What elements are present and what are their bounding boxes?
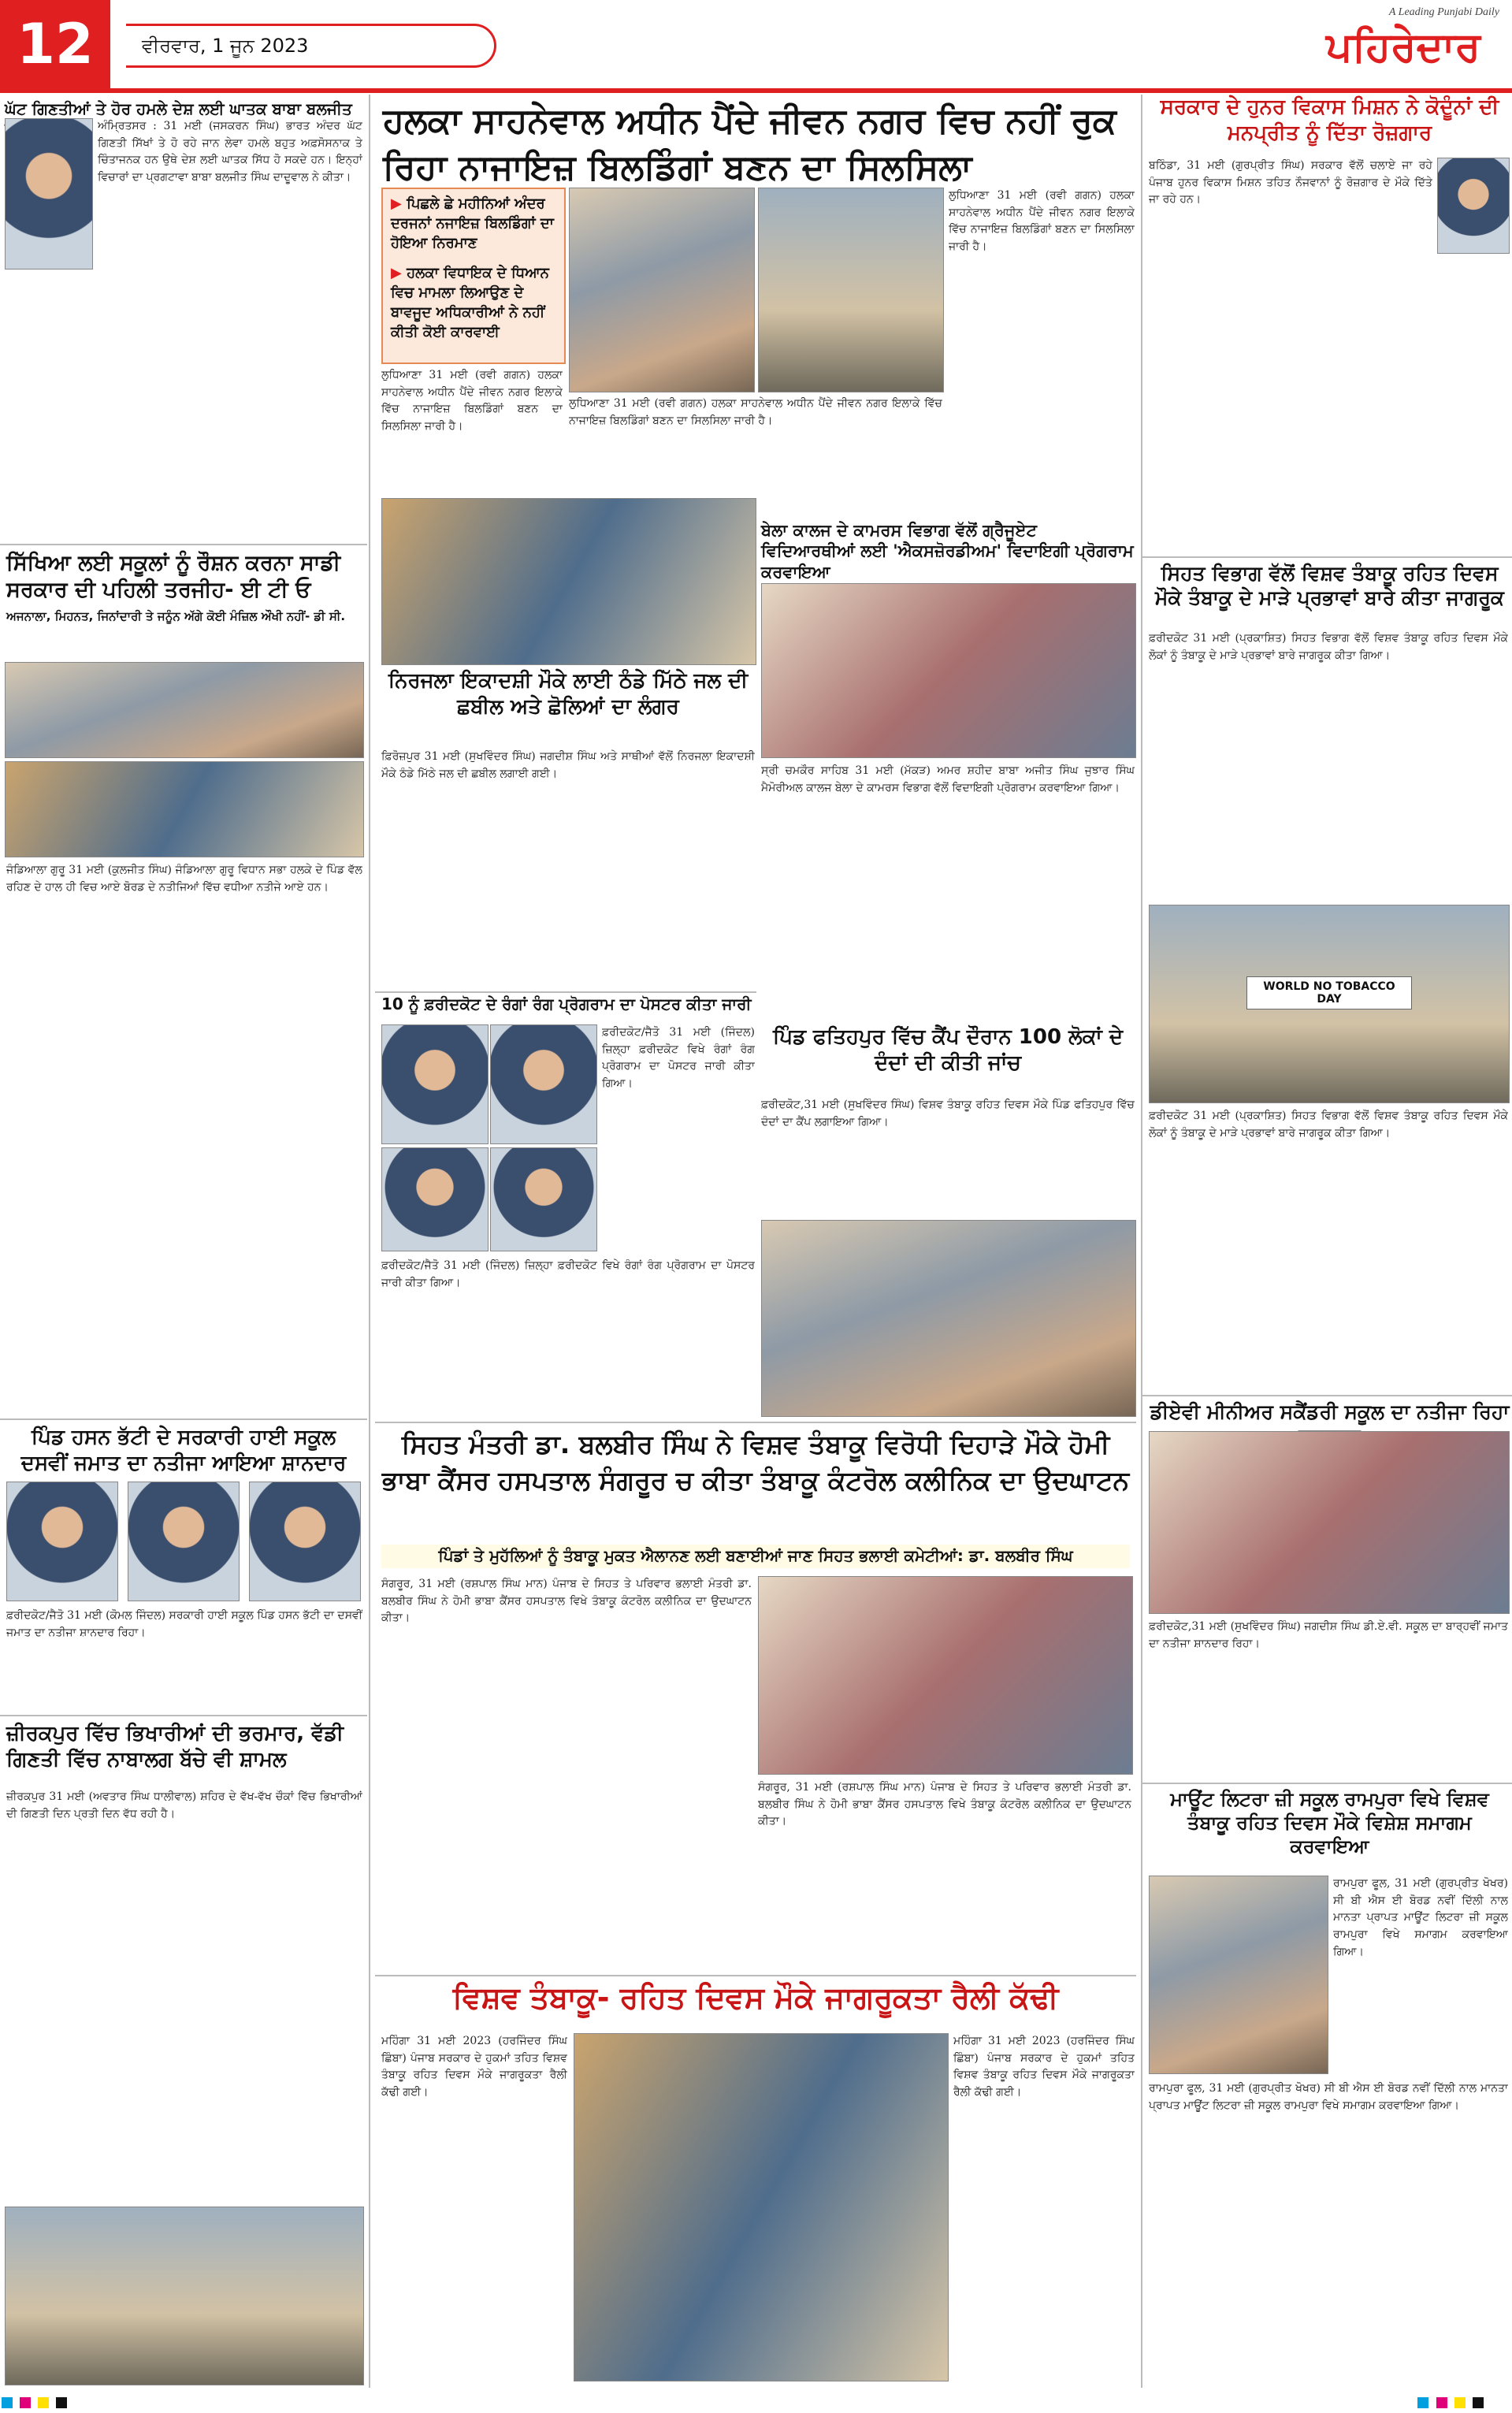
article-a3 [1147,95,1512,146]
yellow-mark [1454,2397,1466,2408]
rally-photo [574,2033,949,2381]
article-body: ਸੰਗਰੂਰ, 31 ਮਈ (ਰਸ਼ਪਾਲ ਸਿੰਘ ਮਾਨ) ਪੰਜਾਬ ਦੇ ਸਿਹਤ ਤੇ ਪਰਿਵਾਰ ਭਲਾਈ ਮੰਤਰੀ ਡਾ. ਬਲਬੀਰ ਸਿੰਘ ਨੇ ਹੋਮੀ ਭਾਬਾ ਕੈਂਸਰ ਹਸਪਤਾਲ ਵਿਖੇ ਤੰਬਾਕੂ ਕੰਟਰੋਲ ਕਲੀਨਿਕ ਦਾ ਉਦਘਾਟਨ ਕੀਤਾ। [381,1578,752,1625]
article-body: ਰਾਮਪੁਰਾ ਫੂਲ, 31 ਮਈ (ਗੁਰਪ੍ਰੀਤ ਖੋਖਰ) ਸੀ ਬੀ ਐਸ ਈ ਬੋਰਡ ਨਵੀਂ ਦਿੱਲੀ ਨਾਲ ਮਾਨਤਾ ਪ੍ਰਾਪਤ ਮਾਊਂਟ ਲਿਟਰਾ ਜ਼ੀ ਸਕੂਲ ਰਾਮਪੁਰਾ ਵਿਖੇ ਸਮਾਗਮ ਕਰਵਾਇਆ ਗਿਆ। [1149,2082,1508,2112]
section-divider [375,1975,1136,1976]
article-body: ਸੰਗਰੂਰ, 31 ਮਈ (ਰਸ਼ਪਾਲ ਸਿੰਘ ਮਾਨ) ਪੰਜਾਬ ਦੇ ਸਿਹਤ ਤੇ ਪਰਿਵਾਰ ਭਲਾਈ ਮੰਤਰੀ ਡਾ. ਬਲਬੀਰ ਸਿੰਘ ਨੇ ਹੋਮੀ ਭਾਬਾ ਕੈਂਸਰ ਹਸਪਤਾਲ ਵਿਖੇ ਤੰਬਾਕੂ ਕੰਟਰੋਲ ਕਲੀਨਿਕ ਦਾ ਉਦਘਾਟਨ ਕੀਤਾ। [758,1781,1131,1828]
headline: ਡੀਏਵੀ ਮੀਨੀਅਰ ਸਕੈਂਡਰੀ ਸਕੂਲ ਦਾ ਨਤੀਜਾ ਰਿਹਾ [1150,1400,1510,1423]
camp-photo [761,1220,1136,1417]
student-photo [128,1482,240,1601]
article-body: ਫ਼ਰੀਦਕੋਟ/ਜੈਤੋ 31 ਮਈ (ਕੋਮਲ ਜਿੰਦਲ) ਸਰਕਾਰੀ ਹਾਈ ਸਕੂਲ ਪਿੰਡ ਹਸਨ ਭੱਟੀ ਦਾ ਦਸਵੀਂ ਜਮਾਤ ਦਾ ਨਤੀਜਾ ਸ਼ਾਨਦਾਰ ਰਿਹਾ। [6,1609,362,1639]
cyan-mark [2,2397,13,2408]
article-body: ਲੁਧਿਆਣਾ 31 ਮਈ (ਰਵੀ ਗਗਨ) ਹਲਕਾ ਸਾਹਨੇਵਾਲ ਅਧੀਨ ਪੈਂਦੇ ਜੀਵਨ ਨਗਰ ਇਲਾਕੇ ਵਿੱਚ ਨਾਜਾਇਜ਼ ਬਿਲਡਿੰਗਾਂ ਬਣਨ ਦਾ ਸਿਲਸਿਲਾ ਜਾਰੀ ਹੈ। [949,189,1135,254]
building-photo [569,188,755,392]
article-a8 [381,995,755,1014]
student-photo [249,1482,361,1601]
article-a11 [375,1426,1136,1499]
article-body: ਜੰਡਿਆਲਾ ਗੁਰੂ 31 ਮਈ (ਕੁਲਜੀਤ ਸਿੰਘ) ਜੰਡਿਆਲਾ ਗੁਰੂ ਵਿਧਾਨ ਸਭਾ ਹਲਕੇ ਦੇ ਪਿੰਡ ਵੱਲ ਰਹਿਣ ਦੇ ਹਾਲ ਹੀ ਵਿਚ ਆਏ ਬੋਰਡ ਦੇ ਨਤੀਜਿਆਂ ਵਿੱਚ ਵਧੀਆ ਨਤੀਜੇ ਆਏ ਹਨ। [6,864,362,894]
subheadline: ਪਿੰਡਾਂ ਤੇ ਮੁਹੱਲਿਆਂ ਨੂੰ ਤੰਬਾਕੂ ਮੁਕਤ ਐਲਾਨਣ ਲਈ ਬਣਾਈਆਂ ਜਾਣ ਸਿਹਤ ਭਲਾਈ ਕਮੇਟੀਆਂ: ਡਾ. ਬਲਬੀਰ ਸਿੰਘ [381,1545,1130,1568]
article-a9 [761,1024,1135,1076]
page-number: 12 [0,0,110,88]
headline: ਸਿਹਤ ਮੰਤਰੀ ਡਾ. ਬਲਬੀਰ ਸਿੰਘ ਨੇ ਵਿਸ਼ਵ ਤੰਬਾਕੂ ਵਿਰੋਧੀ ਦਿਹਾੜੇ ਮੌਕੇ ਹੋਮੀ ਭਾਬਾ ਕੈਂਸਰ ਹਸਪਤਾਲ ਸੰਗਰੂਰ ਚ ਕੀਤਾ ਤੰਬਾਕੂ ਕੰਟਰੋਲ ਕਲੀਨਿਕ ਦਾ ਉਦਘਾਟਨ [381,1429,1130,1497]
article-body: ਫ਼ਿਰੋਜ਼ਪੁਰ 31 ਮਈ (ਸੁਖਵਿੰਦਰ ਸਿੰਘ) ਜਗਦੀਸ਼ ਸਿੰਘ ਅਤੇ ਸਾਥੀਆਂ ਵੱਲੋਂ ਨਿਰਜਲਾ ਇਕਾਦਸ਼ੀ ਮੌਕੇ ਠੰਡੇ ਮਿੱਠੇ ਜਲ ਦੀ ਛਬੀਲ ਲਗਾਈ ਗਈ। [381,750,755,780]
article-body: ਫ਼ਰੀਦਕੋਟ/ਜੈਤੋ 31 ਮਈ (ਜਿੰਦਲ) ਜ਼ਿਲ੍ਹਾ ਫ਼ਰੀਦਕੋਟ ਵਿਖੇ ਰੰਗਾਂ ਰੰਗ ਪ੍ਰੋਗਰਾਮ ਦਾ ਪੋਸਟਰ ਜਾਰੀ ਕੀਤਾ ਗਿਆ। [381,1259,755,1289]
article-a4 [0,548,367,627]
headline: ਹਲਕਾ ਸਾਹਨੇਵਾਲ ਅਧੀਨ ਪੈਂਦੇ ਜੀਵਨ ਨਗਰ ਵਿਚ ਨਹੀਂ ਰੁਕ ਰਿਹਾ ਨਾਜਾਇਜ਼ ਬਿਲਡਿੰਗਾਂ ਬਣਨ ਦਾ ਸਿਲਸਿਲਾ [383,101,1116,188]
article-a6 [761,520,1135,582]
portrait-photo [1437,158,1510,254]
article-body: ਫ਼ਰੀਦਕੋਟ,31 ਮਈ (ਸੁਖਵਿੰਦਰ ਸਿੰਘ) ਜਗਦੀਸ਼ ਸਿੰਘ ਡੀ.ਏ.ਵੀ. ਸਕੂਲ ਦਾ ਬਾਰ੍ਹਵੀਂ ਜਮਾਤ ਦਾ ਨਤੀਜਾ ਸ਼ਾਨਦਾਰ ਰਿਹਾ। [1149,1620,1508,1650]
section-divider [0,1418,367,1420]
magenta-mark [20,2397,31,2408]
section-divider [0,544,367,545]
cyan-mark [1417,2397,1428,2408]
headline: ਸਿਹਤ ਵਿਭਾਗ ਵੱਲੋਂ ਵਿਸ਼ਵ ਤੰਬਾਕੂ ਰਹਿਤ ਦਿਵਸ ਮੌਕੇ ਤੰਬਾਕੂ ਦੇ ਮਾੜੇ ਪ੍ਰਭਾਵਾਂ ਬਾਰੇ ਕੀਤਾ ਜਾਗਰੂਕ [1155,562,1504,610]
headline: ਮਾਊਂਟ ਲਿਟਰਾ ਜ਼ੀ ਸਕੂਲ ਰਾਮਪੁਰਾ ਵਿਖੇ ਵਿਸ਼ਵ ਤੰਬਾਕੂ ਰਹਿਤ ਦਿਵਸ ਮੌਕੇ ਵਿਸ਼ੇਸ਼ ਸਮਾਗਮ ਕਰਵਾਇਆ [1170,1788,1489,1857]
article-body: ਮਹਿੰਗਾ 31 ਮਈ 2023 (ਹਰਜਿੰਦਰ ਸਿੰਘ ਛਿੰਬਾ) ਪੰਜਾਬ ਸਰਕਾਰ ਦੇ ਹੁਕਮਾਂ ਤਹਿਤ ਵਿਸ਼ਵ ਤੰਬਾਕੂ ਰਹਿਤ ਦਿਵਸ ਮੌਕੇ ਜਾਗਰੂਕਤਾ ਰੈਲੀ ਕੱਢੀ ਗਈ। [381,2035,567,2099]
magenta-mark [1436,2397,1447,2408]
article-body: ਲੁਧਿਆਣਾ 31 ਮਈ (ਰਵੀ ਗਗਨ) ਹਲਕਾ ਸਾਹਨੇਵਾਲ ਅਧੀਨ ਪੈਂਦੇ ਜੀਵਨ ਨਗਰ ਇਲਾਕੇ ਵਿੱਚ ਨਾਜਾਇਜ਼ ਬਿਲਡਿੰਗਾਂ ਬਣਨ ਦਾ ਸਿਲਸਿਲਾ ਜਾਰੀ ਹੈ। [569,397,942,427]
singer-photo [381,1147,489,1251]
singer-photo [490,1147,597,1251]
headline: ਜ਼ੀਰਕਪੁਰ ਵਿੱਚ ਭਿਖਾਰੀਆਂ ਦੀ ਭਰਮਾਰ, ਵੱਡੀ ਗਿਣਤੀ ਵਿੱਚ ਨਾਬਾਲਗ ਬੱਚੇ ਵੀ ਸ਼ਾਮਲ [6,1722,344,1772]
section-divider [1142,1395,1512,1396]
article-a13 [0,1720,367,1774]
event-photo [761,583,1136,758]
news-photo [5,662,364,758]
tobacco-day-photo [1149,905,1510,1103]
article-a14 [375,1980,1136,2017]
article-a15 [1147,1787,1512,1858]
issue-date: ਵੀਰਵਾਰ, 1 ਜੂਨ 2023 [126,24,496,68]
banner-text: WORLD NO TOBACCO DAY [1246,976,1412,1009]
section-divider [375,1422,1136,1423]
inauguration-photo [758,1576,1133,1775]
building-photo [758,188,944,392]
article-a7 [1147,561,1512,611]
article-body: ਫ਼ਰੀਦਕੋਟ/ਜੈਤੋ 31 ਮਈ (ਜਿੰਦਲ) ਜ਼ਿਲ੍ਹਾ ਫ਼ਰੀਦਕੋਟ ਵਿਖੇ ਰੰਗਾਂ ਰੰਗ ਪ੍ਰੋਗਰਾਮ ਦਾ ਪੋਸਟਰ ਜਾਰੀ ਕੀਤਾ ਗਿਆ। [602,1026,755,1091]
group-photo [381,498,756,665]
headline: ਨਿਰਜਲਾ ਇਕਾਦਸ਼ੀ ਮੌਕੇ ਲਾਈ ਠੰਡੇ ਮਿੱਠੇ ਜਲ ਦੀ ਛਬੀਲ ਅਤੇ ਛੋਲਿਆਂ ਦਾ ਲੰਗਰ [388,669,749,719]
print-registration-marks [0,2396,1512,2411]
headline: 10 ਨੂੰ ਫ਼ਰੀਦਕੋਟ ਦੇ ਰੰਗਾਂ ਰੰਗ ਪ੍ਰੋਗਰਾਮ ਦਾ ਪੋਸਟਰ ਕੀਤਾ ਜਾਰੀ [381,995,752,1013]
black-mark [56,2397,67,2408]
section-divider [0,1715,367,1716]
school-result-photo [1149,1431,1510,1614]
article-a5 [381,668,755,719]
section-divider [375,991,756,993]
masthead-tagline: A Leading Punjabi Daily [1388,6,1499,18]
article-a2 [375,93,1136,196]
article-body: ਜ਼ੀਰਕਪੁਰ 31 ਮਈ (ਅਵਤਾਰ ਸਿੰਘ ਧਾਲੀਵਾਲ) ਸ਼ਹਿਰ ਦੇ ਵੱਖ-ਵੱਖ ਚੌਕਾਂ ਵਿੱਚ ਭਿਖਾਰੀਆਂ ਦੀ ਗਿਣਤੀ ਦਿਨ ਪ੍ਰਤੀ ਦਿਨ ਵੱਧ ਰਹੀ ਹੈ। [6,1790,362,1820]
portrait-photo [5,118,93,270]
headline: ਸਿੱਖਿਆ ਲਈ ਸਕੂਲਾਂ ਨੂੰ ਰੌਸ਼ਨ ਕਰਨਾ ਸਾਡੀ ਸਰਕਾਰ ਦੀ ਪਹਿਲੀ ਤਰਜੀਹ- ਈ ਟੀ ਓ [6,551,341,602]
student-photo [6,1482,118,1601]
headline: ਸਰਕਾਰ ਦੇ ਹੁਨਰ ਵਿਕਾਸ ਮਿਸ਼ਨ ਨੇ ਕੋਦੂੰਨਾਂ ਦੀ ਮਨਪ੍ਰੀਤ ਨੂੰ ਦਿੱਤਾ ਰੋਜ਼ਗਾਰ [1160,95,1499,145]
section-divider [1142,1783,1512,1784]
article-body: ਬਠਿੰਡਾ, 31 ਮਈ (ਗੁਰਪ੍ਰੀਤ ਸਿੰਘ) ਸਰਕਾਰ ਵੱਲੋਂ ਚਲਾਏ ਜਾ ਰਹੇ ਪੰਜਾਬ ਹੁਨਰ ਵਿਕਾਸ ਮਿਸ਼ਨ ਤਹਿਤ ਨੌਜਵਾਨਾਂ ਨੂੰ ਰੋਜ਼ਗਾਰ ਦੇ ਮੌਕੇ ਦਿੱਤੇ ਜਾ ਰਹੇ ਹਨ। [1149,159,1432,206]
column-divider [369,95,370,2388]
article-body: ਫ਼ਰੀਦਕੋਟ,31 ਮਈ (ਸੁਖਵਿੰਦਰ ਸਿੰਘ) ਵਿਸ਼ਵ ਤੰਬਾਕੂ ਰਹਿਤ ਦਿਵਸ ਮੌਕੇ ਪਿੰਡ ਫਤਿਹਪੁਰ ਵਿੱਚ ਦੰਦਾਂ ਦਾ ਕੈਂਪ ਲਗਾਇਆ ਗਿਆ। [761,1099,1135,1128]
news-photo [5,761,364,857]
masthead [1166,0,1512,88]
singer-photo [490,1024,597,1144]
highlights-box [381,188,566,364]
article-body: ਸ੍ਰੀ ਚਮਕੌਰ ਸਾਹਿਬ 31 ਮਈ (ਮੱਕੜ) ਅਮਰ ਸ਼ਹੀਦ ਬਾਬਾ ਅਜੀਤ ਸਿੰਘ ਜੁਝਾਰ ਸਿੰਘ ਮੈਮੋਰੀਅਲ ਕਾਲਜ ਬੇਲਾ ਦੇ ਕਾਮਰਸ ਵਿਭਾਗ ਵੱਲੋਂ ਵਿਦਾਇਗੀ ਪ੍ਰੋਗਰਾਮ ਕਰਵਾਇਆ ਗਿਆ। [761,764,1135,794]
school-event-photo [1149,1876,1328,2074]
subheadline: ਅਜਨਾਲਾ, ਮਿਹਨਤ, ਜਿਨਾਂਦਾਰੀ ਤੇ ਜਨੂੰਨ ਅੱਗੇ ਕੋਈ ਮੰਜ਼ਿਲ ਔਖੀ ਨਹੀਂ- ਡੀ ਸੀ. [6,608,346,623]
street-photo [5,2207,364,2385]
yellow-mark [38,2397,49,2408]
headline: ਘੱਟ ਗਿਣਤੀਆਂ ਤੇ ਹੋਰ ਹਮਲੇ ਦੇਸ਼ ਲਈ ਘਾਤਕ ਬਾਬਾ ਬਲਜੀਤ [5,99,352,118]
section-divider [1142,556,1512,558]
article-body: ਫ਼ਰੀਦਕੋਟ 31 ਮਈ (ਪ੍ਰਕਾਸ਼ਿਤ) ਸਿਹਤ ਵਿਭਾਗ ਵੱਲੋਂ ਵਿਸ਼ਵ ਤੰਬਾਕੂ ਰਹਿਤ ਦਿਵਸ ਮੌਕੇ ਲੋਕਾਂ ਨੂੰ ਤੰਬਾਕੂ ਦੇ ਮਾੜੇ ਪ੍ਰਭਾਵਾਂ ਬਾਰੇ ਜਾਗਰੂਕ ਕੀਤਾ ਗਿਆ। [1149,1110,1508,1140]
singer-photo [381,1024,489,1144]
column-divider [1141,95,1142,2388]
article-a10 [0,1423,367,1478]
headline: ਵਿਸ਼ਵ ਤੰਬਾਕੂ- ਰਹਿਤ ਦਿਵਸ ਮੌਕੇ ਜਾਗਰੂਕਤਾ ਰੈਲੀ ਕੱਢੀ [452,1980,1059,2015]
article-body: ਮਹਿੰਗਾ 31 ਮਈ 2023 (ਹਰਜਿੰਦਰ ਸਿੰਘ ਛਿੰਬਾ) ਪੰਜਾਬ ਸਰਕਾਰ ਦੇ ਹੁਕਮਾਂ ਤਹਿਤ ਵਿਸ਼ਵ ਤੰਬਾਕੂ ਰਹਿਤ ਦਿਵਸ ਮੌਕੇ ਜਾਗਰੂਕਤਾ ਰੈਲੀ ਕੱਢੀ ਗਈ। [953,2035,1135,2099]
article-body: ਅੰਮ੍ਰਿਤਸਰ : 31 ਮਈ (ਜਸਕਰਨ ਸਿੰਘ) ਭਾਰਤ ਅੰਦਰ ਘੱਟ ਗਿਣਤੀ ਸਿੱਖਾਂ ਤੇ ਹੋ ਰਹੇ ਜਾਨ ਲੇਵਾ ਹਮਲੇ ਬਹੁਤ ਅਫ਼ਸੋਸਨਾਕ ਤੇ ਚਿੰਤਾਜਨਕ ਹਨ ਉਥੇ ਦੇਸ਼ ਲਈ ਘਾਤਕ ਸਿੱਧ ਹੋ ਸਕਦੇ ਹਨ। ਇਨ੍ਹਾਂ ਵਿਚਾਰਾਂ ਦਾ ਪ੍ਰਗਟਾਵਾ ਬਾਬਾ ਬਲਜੀਤ ਸਿੰਘ ਦਾਦੂਵਾਲ ਨੇ ਕੀਤਾ। [98,120,362,184]
article-body: ਰਾਮਪੁਰਾ ਫੂਲ, 31 ਮਈ (ਗੁਰਪ੍ਰੀਤ ਖੋਖਰ) ਸੀ ਬੀ ਐਸ ਈ ਬੋਰਡ ਨਵੀਂ ਦਿੱਲੀ ਨਾਲ ਮਾਨਤਾ ਪ੍ਰਾਪਤ ਮਾਊਂਟ ਲਿਟਰਾ ਜ਼ੀ ਸਕੂਲ ਰਾਮਪੁਰਾ ਵਿਖੇ ਸਮਾਗਮ ਕਰਵਾਇਆ ਗਿਆ। [1333,1877,1508,1958]
article-body: ਲੁਧਿਆਣਾ 31 ਮਈ (ਰਵੀ ਗਗਨ) ਹਲਕਾ ਸਾਹਨੇਵਾਲ ਅਧੀਨ ਪੈਂਦੇ ਜੀਵਨ ਨਗਰ ਇਲਾਕੇ ਵਿੱਚ ਨਾਜਾਇਜ਼ ਬਿਲਡਿੰਗਾਂ ਬਣਨ ਦਾ ਸਿਲਸਿਲਾ ਜਾਰੀ ਹੈ। [381,369,563,433]
masthead-title: ਪਹਿਰੇਦਾਰ [1326,24,1480,71]
article-body: ਫ਼ਰੀਦਕੋਟ 31 ਮਈ (ਪ੍ਰਕਾਸ਼ਿਤ) ਸਿਹਤ ਵਿਭਾਗ ਵੱਲੋਂ ਵਿਸ਼ਵ ਤੰਬਾਕੂ ਰਹਿਤ ਦਿਵਸ ਮੌਕੇ ਲੋਕਾਂ ਨੂੰ ਤੰਬਾਕੂ ਦੇ ਮਾੜੇ ਪ੍ਰਭਾਵਾਂ ਬਾਰੇ ਜਾਗਰੂਕ ਕੀਤਾ ਗਿਆ। [1149,632,1508,662]
headline: ਪਿੰਡ ਹਸਨ ਭੱਟੀ ਦੇ ਸਰਕਾਰੀ ਹਾਈ ਸਕੂਲ ਦਸਵੀਂ ਜਮਾਤ ਦਾ ਨਤੀਜਾ ਆਇਆ ਸ਼ਾਨਦਾਰ [20,1426,347,1475]
highlight-item: ▶ ਪਿਛਲੇ ਛੇ ਮਹੀਨਿਆਂ ਅੰਦਰ ਦਰਜਨਾਂ ਨਜਾਇਜ਼ ਬਿਲਡਿੰਗਾਂ ਦਾ ਹੋਇਆ ਨਿਰਮਾਣ [383,189,564,258]
highlight-item: ▶ ਹਲਕਾ ਵਿਧਾਇਕ ਦੇ ਧਿਆਨ ਵਿਚ ਮਾਮਲਾ ਲਿਆਉਣ ਦੇ ਬਾਵਜੂਦ ਅਧਿਕਾਰੀਆਂ ਨੇ ਨਹੀਂ ਕੀਤੀ ਕੋਈ ਕਾਰਵਾਈ [383,258,564,348]
black-mark [1473,2397,1484,2408]
headline: ਬੇਲਾ ਕਾਲਜ ਦੇ ਕਾਮਰਸ ਵਿਭਾਗ ਵੱਲੋਂ ਗ੍ਰੈਜੂਏਟ ਵਿਦਿਆਰਥੀਆਂ ਲਈ 'ਐਕਸਜ਼ੋਰਡੀਅਮ' ਵਿਦਾਇਗੀ ਪ੍ਰੋਗਰਾਮ ਕਰਵਾਇਆ [761,521,1134,582]
headline: ਪਿੰਡ ਫਤਿਹਪੁਰ ਵਿੱਚ ਕੈਂਪ ਦੌਰਾਨ 100 ਲੋਕਾਂ ਦੇ ਦੰਦਾਂ ਦੀ ਕੀਤੀ ਜਾਂਚ [772,1025,1124,1075]
